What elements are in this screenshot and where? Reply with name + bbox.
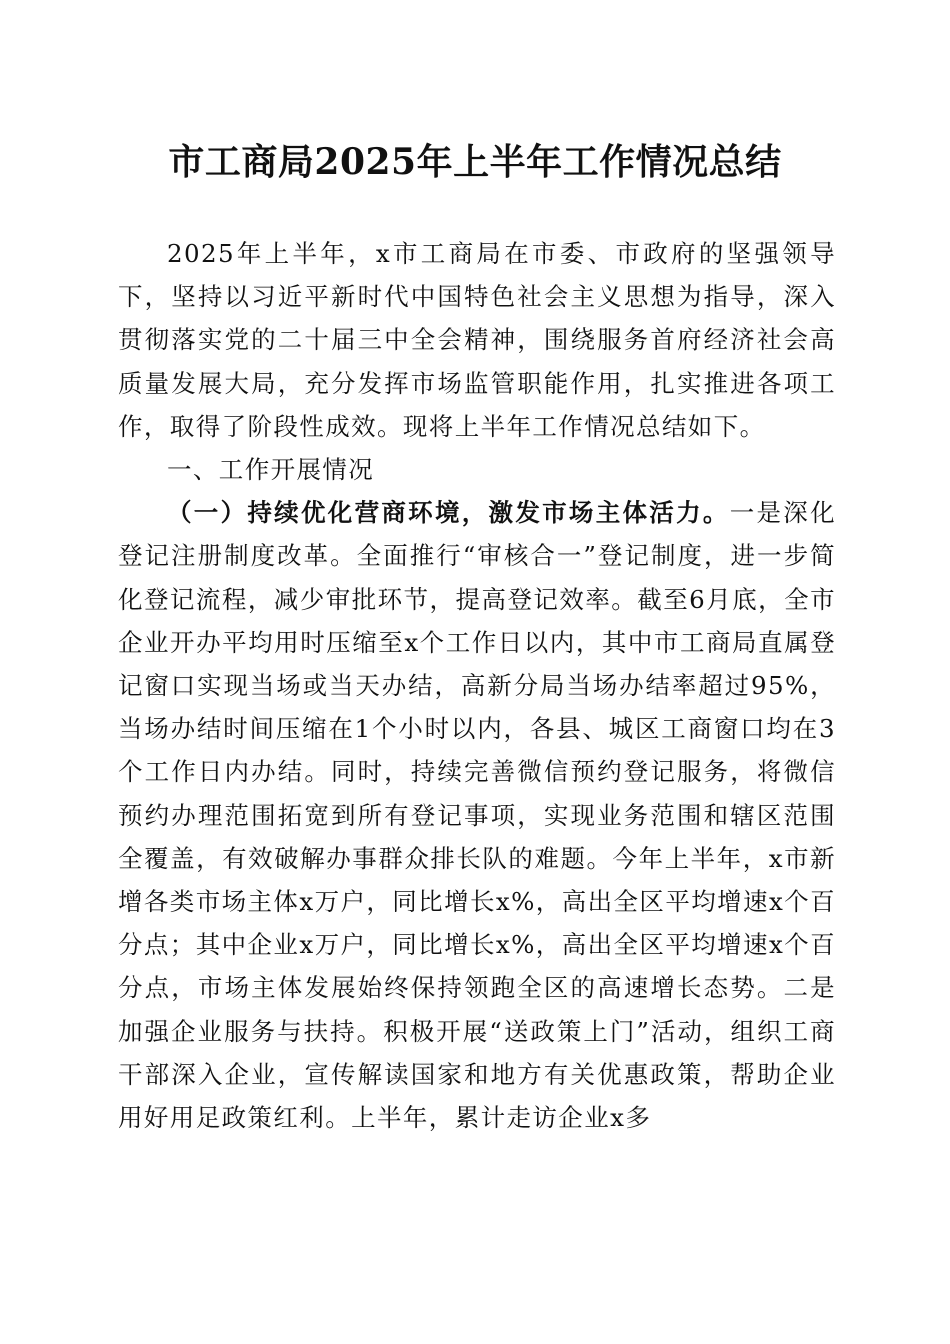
document-body (118, 232, 836, 1139)
subsection-body: 一是深化登记注册制度改革。全面推行“审核合一”登记制度，进一步简化登记流程，减少审批环节，提高登记效率。截至6月底，全市企业开办平均用时压缩至x个工作日以内，其中市工商局直属登记窗口实现当场或当天办结，高新分局当场办结率超过95%，当场办结时间压缩在1个小时以内，各县、城区工商窗口均在3个工作日内办结。同时，持续完善微信预约登记服务，将微信预约办理范围拓宽到所有登记事项，实现业务范围和辖区范围全覆盖，有效破解办事群众排长队的难题。今年上半年，x市新增各类市场主体x万户，同比增长x%，高出全区平均增速x个百分点；其中企业x万户，同比增长x%，高出全区平均增速x个百分点，市场主体发展始终保持领跑全区的高速增长态势。二是加强企业服务与扶持。积极开展“送政策上门”活动，组织工商干部深入企业，宣传解读国家和地方有关优惠政策，帮助企业用好用足政策红利。上半年，累计走访企业x多 (118, 498, 836, 1133)
section-heading: 一、工作开展情况 (167, 455, 375, 485)
intro-paragraph: 2025年上半年，x市工商局在市委、市政府的坚强领导下，坚持以习近平新时代中国特色社会主义思想为指导，深入贯彻落实党的二十届三中全会精神，围绕服务首府经济社会高质量发展大局，充分发挥市场监管职能作用，扎实推进各项工作，取得了阶段性成效。现将上半年工作情况总结如下。 (118, 239, 836, 441)
subsection-lead: （一）持续优化营商环境，激发市场主体活力。 (167, 498, 730, 528)
subsection-paragraph (118, 491, 836, 1139)
document-title: 市工商局2025年上半年工作情况总结 (168, 141, 782, 183)
